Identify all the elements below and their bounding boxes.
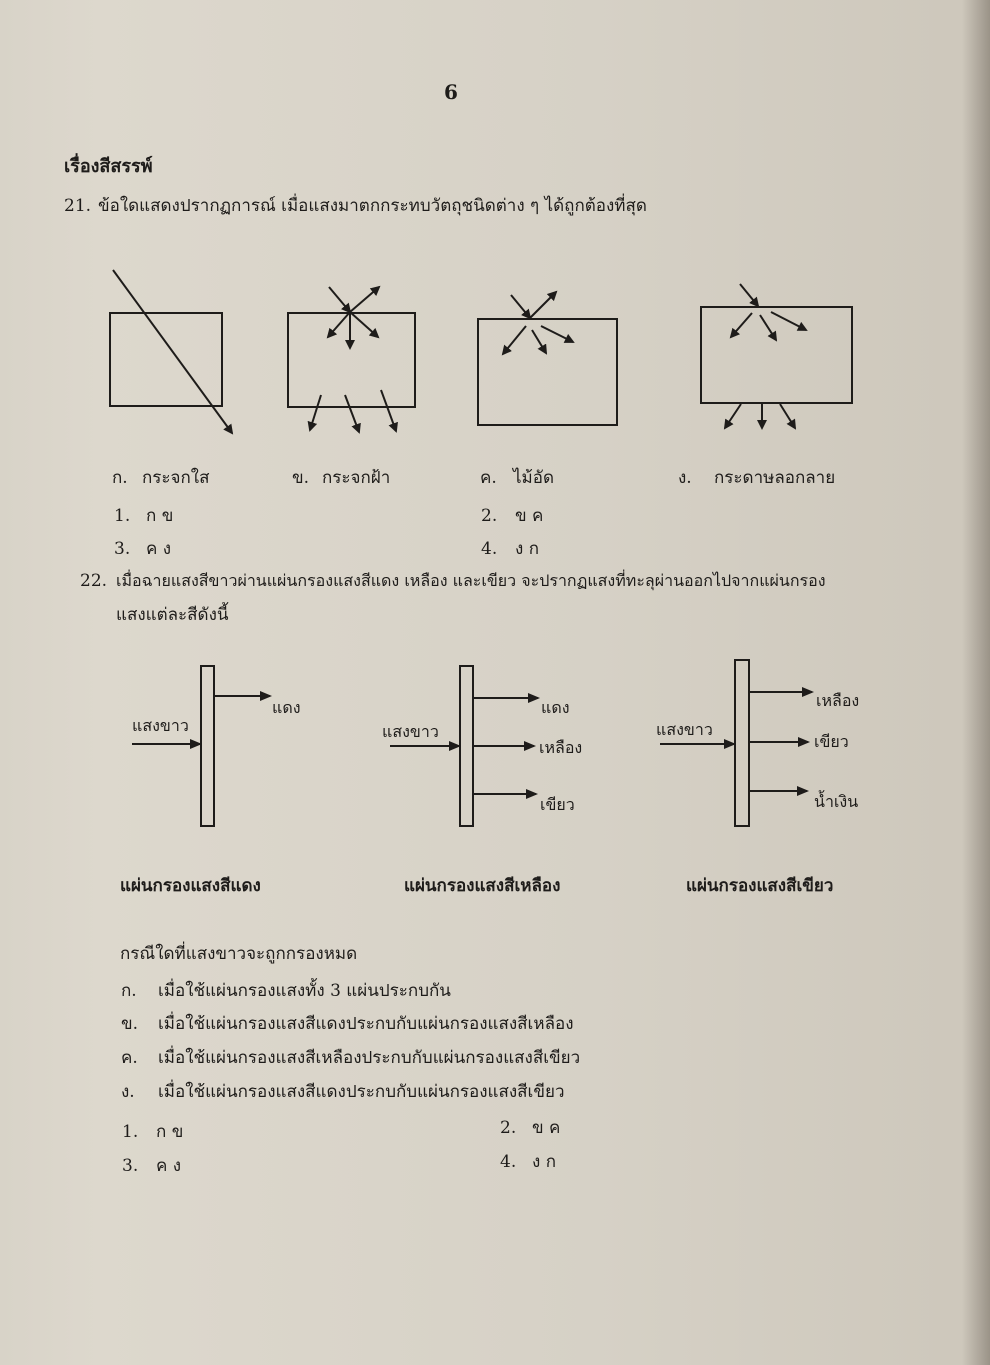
red-filter-output-red: แดง [272,698,301,717]
q22-text-line1: เมื่อฉายแสงสีขาวผ่านแผ่นกรองแสงสีแดง เหลือง และเขียว จะปรากฏแสงที่ทะลุผ่านออกไปจากแผ่นกรอง [116,571,826,590]
clear-glass-diagram [110,270,232,433]
q22-choice-1-text: ก ข [156,1122,184,1142]
q22-option-b-text: เมื่อใช้แผ่นกรองแสงสีแดงประกบกับแผ่นกรองแสงสีเหลือง [158,1014,574,1034]
q21-text: ข้อใดแสดงปรากฏการณ์ เมื่อแสงมาตกกระทบวัตถุชนิดต่าง ๆ ได้ถูกต้องที่สุด [98,196,647,216]
plywood-diagram [478,292,617,425]
q21-choice-1-text: ก ข [146,506,174,526]
q22-number: 22. [80,571,108,591]
q22-option-c-letter: ค. [121,1048,138,1068]
q22-option-a-letter: ก. [121,981,137,1001]
q21-fig-a-label: กระจกใส [142,468,210,488]
q22-option-a-text: เมื่อใช้แผ่นกรองแสงทั้ง 3 แผ่นประกบกัน [158,981,451,1001]
q22-question: กรณีใดที่แสงขาวจะถูกกรองหมด [120,944,358,964]
q21-fig-b-label: กระจกฝ้า [322,468,391,488]
q22-option-d-text: เมื่อใช้แผ่นกรองแสงสีแดงประกบกับแผ่นกรองแสงสีเขียว [158,1082,565,1102]
q22-choice-4-text: ง ก [532,1152,556,1172]
q21-fig-d-label: กระดาษลอกลาย [714,468,836,488]
q22-choice-3-num: 3. [122,1156,139,1176]
q22-option-d-letter: ง. [121,1082,135,1102]
yellow-filter-diagram [390,666,538,826]
q22-text-line2: แสงแต่ละสีดังนี้ [116,605,229,625]
q21-choice-2-text: ข ค [515,506,544,526]
q21-choice-2-num: 2. [481,506,498,526]
yellow-filter-caption: แผ่นกรองแสงสีเหลือง [404,876,561,896]
section-title: เรื่องสีสรรพ์ [64,156,153,177]
yellow-filter-output-red: แดง [541,698,570,717]
yellow-filter-output-yellow: เหลือง [539,738,583,757]
q21-choice-4-num: 4. [481,539,498,559]
q21-fig-b-letter: ข. [292,468,310,488]
q21-choice-3-text: ค ง [146,539,172,559]
q21-fig-a-letter: ก. [112,468,128,488]
tracing-paper-diagram [701,284,852,428]
red-filter-caption: แผ่นกรองแสงสีแดง [120,876,261,896]
q22-choice-2-num: 2. [500,1118,517,1138]
q21-fig-d-letter: ง. [678,468,692,488]
q22-choice-2-text: ข ค [532,1118,561,1138]
q21-fig-c-label: ไม้อัด [513,468,555,488]
red-filter-input-label: แสงขาว [132,716,189,735]
frosted-glass-diagram [288,287,415,432]
page-number: 6 [444,80,458,104]
q21-fig-c-letter: ค. [480,468,497,488]
q22-choice-3-text: ค ง [156,1156,182,1176]
green-filter-input-label: แสงขาว [656,720,713,739]
red-filter-diagram [132,666,270,826]
q22-choice-4-num: 4. [500,1152,517,1172]
q21-number: 21. [64,196,92,216]
yellow-filter-input-label: แสงขาว [382,722,439,741]
yellow-filter-output-green: เขียว [540,795,575,814]
q22-option-b-letter: ข. [121,1014,139,1034]
q22-option-c-text: เมื่อใช้แผ่นกรองแสงสีเหลืองประกบกับแผ่นกรองแสงสีเขียว [158,1048,581,1068]
q21-choice-3-num: 3. [114,539,131,559]
q21-choice-1-num: 1. [114,506,131,526]
green-filter-output-green: เขียว [814,732,849,751]
q22-choice-1-num: 1. [122,1122,139,1142]
q21-choice-4-text: ง ก [515,539,539,559]
green-filter-output-yellow: เหลือง [816,691,860,710]
green-filter-caption: แผ่นกรองแสงสีเขียว [686,876,834,896]
green-filter-diagram [660,660,812,826]
green-filter-output-blue: น้ำเงิน [814,792,859,811]
